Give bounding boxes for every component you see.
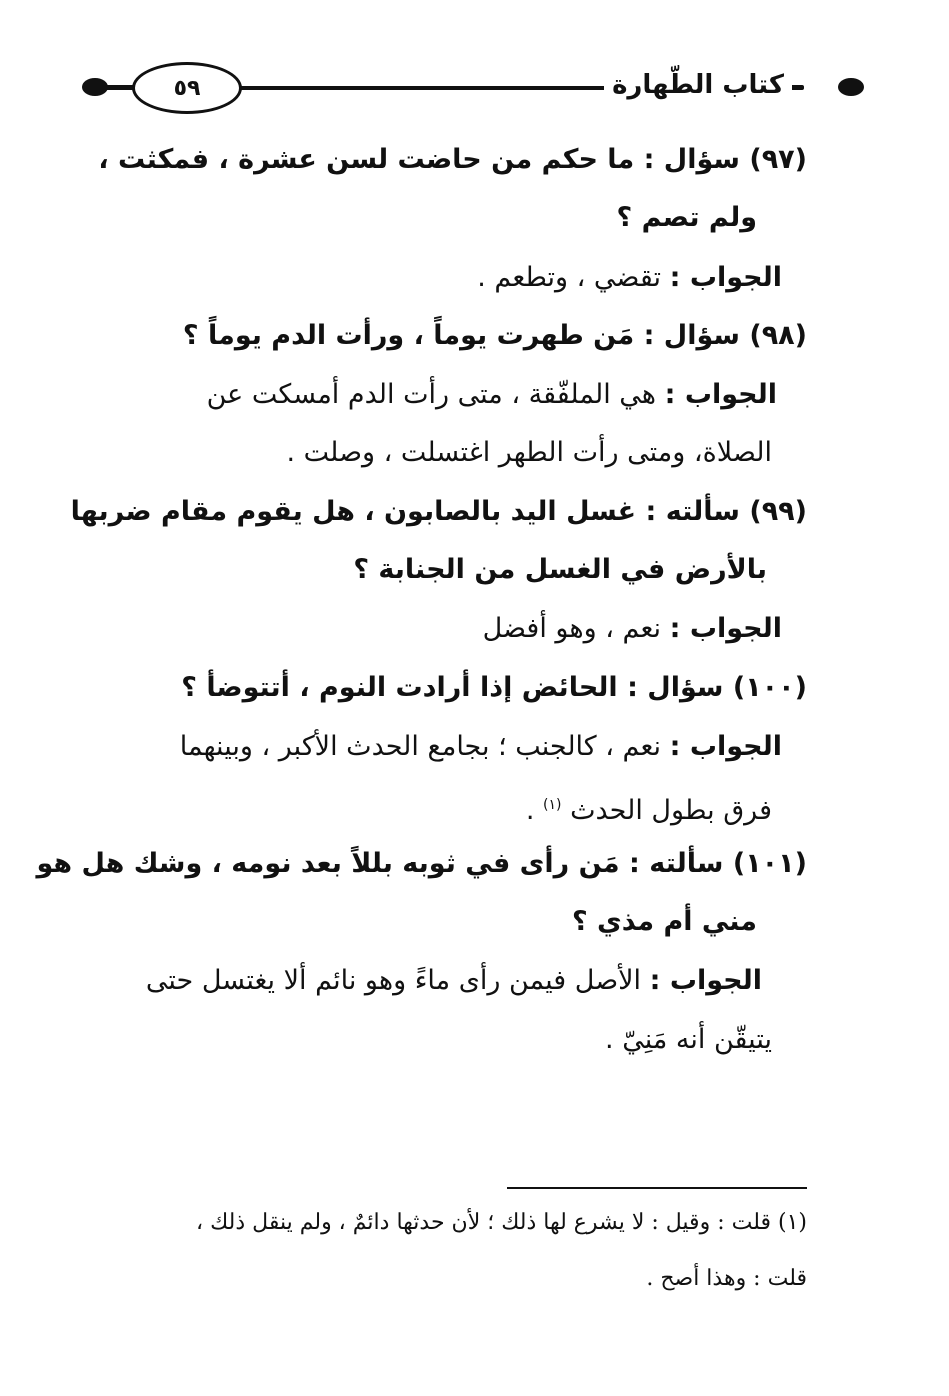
page-number: ٥٩ — [132, 62, 242, 114]
question-text: مني أم مذي ؟ — [571, 906, 757, 937]
book-title: كتاب الطّهارة — [604, 70, 792, 100]
header-ornament-right — [838, 78, 864, 96]
question-97-line-1 — [95, 140, 807, 180]
answer-label: الجواب : — [669, 262, 782, 293]
question-label: سؤال : — [627, 672, 724, 703]
answer-98-line-2 — [95, 433, 807, 473]
answer-text: فرق بطول الحدث — [570, 795, 772, 826]
question-text: ولم تصم ؟ — [616, 202, 757, 233]
item-number: (٩٨) — [749, 320, 807, 351]
question-label: سألته : — [629, 848, 724, 879]
question-text: ما حكم من حاضت لسن عشرة ، فمكثت ، — [98, 144, 635, 175]
answer-label: الجواب : — [649, 965, 762, 996]
answer-101-line-2 — [95, 1020, 807, 1060]
item-number: (٩٧) — [749, 144, 807, 175]
question-97-line-2 — [95, 198, 807, 238]
answer-text: تقضي ، وتطعم . — [477, 262, 662, 293]
answer-text: هي الملفّقة ، متى رأت الدم أمسكت عن — [206, 379, 657, 410]
question-101-line-1 — [36, 844, 807, 884]
answer-text: الصلاة، ومتى رأت الطهر اغتسلت ، وصلت . — [286, 437, 772, 468]
question-label: سألته : — [645, 496, 740, 527]
answer-text: يتيقّن أنه مَنِيّ . — [605, 1024, 772, 1055]
answer-text: الأصل فيمن رأى ماءً وهو نائم ألا يغتسل حتى — [145, 965, 642, 996]
header-rule-stub — [104, 85, 134, 90]
header-rule — [232, 86, 644, 90]
question-101-line-2 — [95, 902, 807, 942]
question-100-line-1 — [95, 668, 807, 708]
answer-label: الجواب : — [669, 731, 782, 762]
footnote-line-1: (١) قلت : وقيل : لا يشرع لها ذلك ؛ لأن حدثها دائمٌ ، ولم ينقل ذلك ، — [196, 1210, 807, 1235]
question-99-line-1 — [70, 492, 807, 532]
answer-98-line-1 — [95, 375, 807, 415]
answer-97 — [95, 258, 807, 298]
question-text: مَن طهرت يوماً ، ورأت الدم يوماً ؟ — [182, 320, 635, 351]
footnote-reference[interactable]: (١) — [543, 797, 562, 813]
question-label: سؤال : — [643, 144, 740, 175]
answer-label: الجواب : — [664, 379, 777, 410]
answer-100-line-1 — [95, 727, 807, 767]
answer-text: نعم ، وهو أفضل — [482, 613, 662, 644]
question-text: بالأرض في الغسل من الجنابة ؟ — [353, 554, 767, 585]
item-number: (٩٩) — [749, 496, 807, 527]
answer-100-line-2 — [95, 785, 807, 831]
question-label: سؤال : — [643, 320, 740, 351]
question-98-line-1 — [95, 316, 807, 356]
footnote-separator — [507, 1187, 807, 1189]
answer-101-line-1 — [95, 961, 807, 1001]
page-header — [82, 62, 864, 112]
answer-text: نعم ، كالجنب ؛ بجامع الحدث الأكبر ، وبينهما — [179, 731, 662, 762]
answer-99 — [95, 609, 807, 649]
answer-label: الجواب : — [669, 613, 782, 644]
question-text: غسل اليد بالصابون ، هل يقوم مقام ضربها — [70, 496, 637, 527]
item-number: (١٠٠) — [732, 672, 807, 703]
footnote-line-2: قلت : وهذا أصح . — [646, 1266, 807, 1291]
question-text: مَن رأى في ثوبه بللاً بعد نومه ، وشك هل هو — [36, 848, 620, 879]
question-text: الحائض إذا أرادت النوم ، أتتوضأ ؟ — [181, 672, 618, 703]
item-number: (١٠١) — [732, 848, 807, 879]
question-99-line-2 — [95, 550, 807, 590]
answer-text: . — [525, 795, 535, 826]
